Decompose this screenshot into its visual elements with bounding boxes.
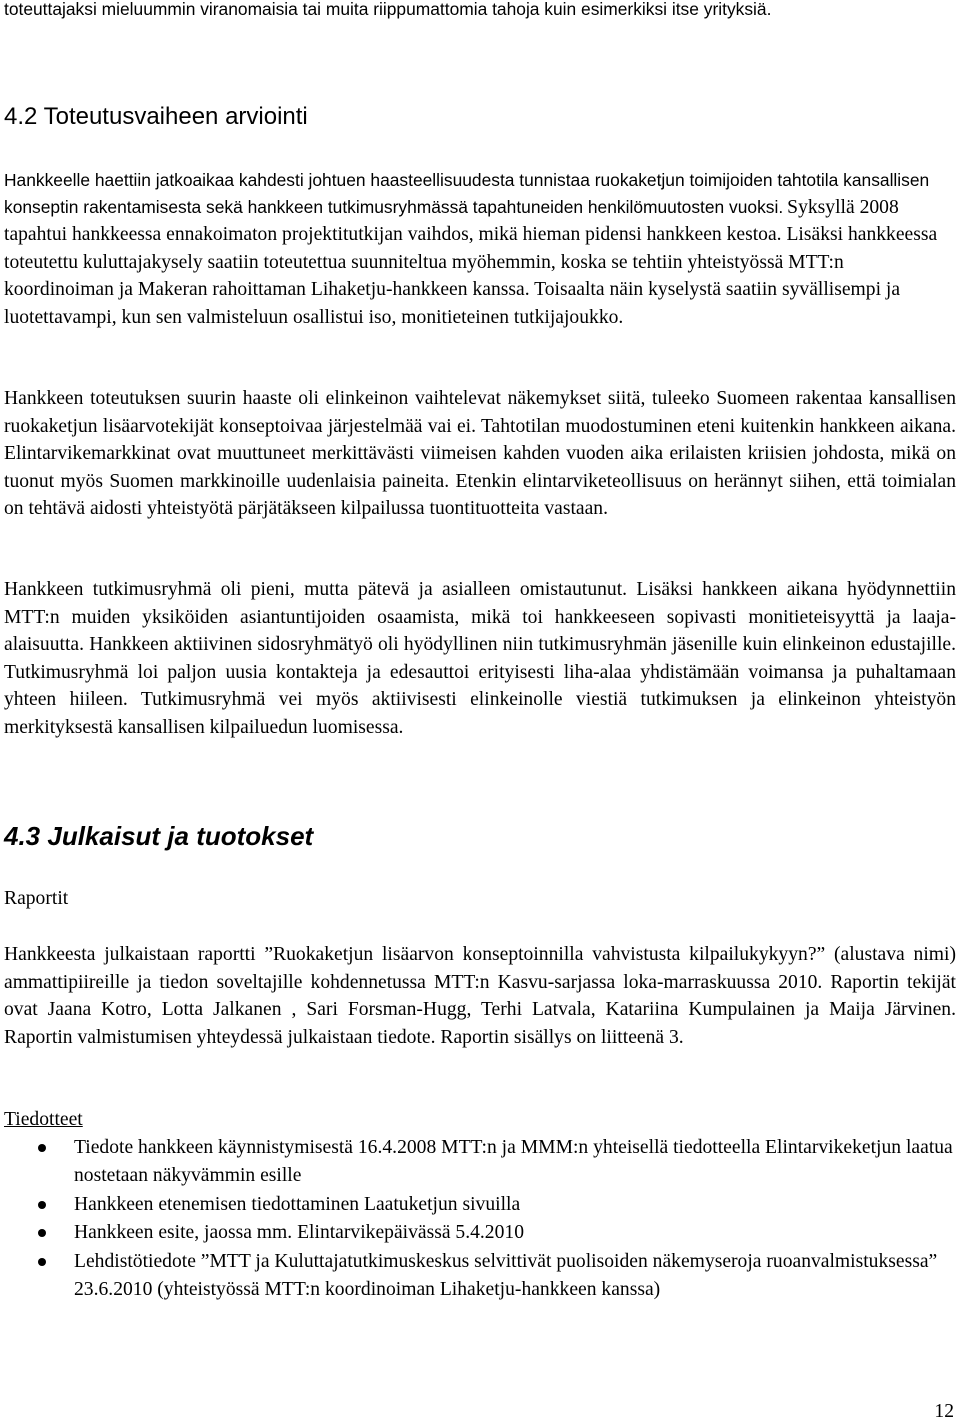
bullet-icon — [38, 1229, 46, 1237]
paragraph-main-challenge: Hankkeen toteutuksen suurin haaste oli elinkeinon vaihtelevat näkemykset siitä, tuleeko Suomeen rakentaa kansallisen ruokaketjun lisäarvotekijät konseptoivaa järjestelmää vai ei. Tahtotilan muodostuminen eteni kuitenkin hankkeen aikana. Elintarvikemarkkinat ovat muuttuneet merkittävästi viimeisen kahden vuoden aika erilaisten kriisien johdosta, mikä on tuonut myös Suomen markkinoille uudenlaisia paineita. Etenkin elintarviketeollisuus on herännyt siihen, että toimialan on tehtävä aidosti yhteistyötä pärjätäkseen kilpailussa tuontituotteita vastaan. — [4, 388, 956, 520]
list-item — [4, 1248, 956, 1305]
reports-label: Raportit — [4, 888, 69, 909]
list-item-text: Hankkeen etenemisen tiedottaminen Laatuketjun sivuilla — [74, 1193, 521, 1215]
list-item — [4, 1219, 956, 1247]
paragraph-research-group: Hankkeen tutkimusryhmä oli pieni, mutta pätevä ja asialleen omistautunut. Lisäksi hankkeen aikana hyödynnettiin MTT:n muiden yksiköiden asiantuntijoiden osaamista, mikä toi hankkeeseen sopivasti monitieteisyyttä ja laaja-alaisuutta. Hankkeen aktiivinen sidosryhmätyö oli hyödyllinen niin tutkimusryhmän jäsenille kuin elinkeinon edustajille. Tutkimusryhmä loi paljon uusia kontakteja ja edesauttoi erityisesti liha-alaa yhdistämään voimansa ja puhaltamaan yhteen hiileen. Tutkimusryhmä vei myös aktiivisesti elinkeinolle viestiä tutkimuksen ja elinkeinon yhteistyön merkityksestä kansallisen kilpailuedun luomisessa. — [4, 579, 956, 738]
intro-fragment: toteuttajaksi mieluummin viranomaisia tai muita riippumattomia tahoja kuin esimerkiksi itse yrityksiä. — [4, 0, 772, 19]
reports-paragraph: Hankkeesta julkaistaan raportti ”Ruokaketjun lisäarvon konseptoinnilla vahvistusta kilpailukykyyn?” (alustava nimi) ammattipiireille ja tiedon soveltajille kohdennetussa MTT:n Kasvu-sarjassa loka-marraskuussa 2010. Raportin tekijät ovat Jaana Kotro, Lotta Jalkanen , Sari Forsman-Hugg, Terhi Latvala, Katariina Kumpulainen ja Maija Järvinen. Raportin valmistumisen yhteydessä julkaistaan tiedote. Raportin sisällys on liitteenä 3. — [4, 944, 956, 1048]
list-item-text: Tiedote hankkeen käynnistymisestä 16.4.2008 MTT:n ja MMM:n yhteisellä tiedotteella Elintarvikeketjun laatua nostetaan näkyvämmin esille — [74, 1137, 953, 1187]
paragraph-serif-part: Syksyllä 2008 tapahtui hankkeessa ennakoimaton projektitutkijan vaihdos, mikä hieman pidensi hankkeen kestoa. Lisäksi hankkeessa toteutettu kuluttajakysely saatiin toteutettua suunniteltua myöhemmin, koska se tehtiin yhteistyössä MTT:n koordinoiman ja Makeran rahoittaman Lihaketju-hankkeen kanssa. Toisaalta näin kyselystä saatiin syvällisempi ja luotettavampi, kun sen valmisteluun osallistui iso, monitieteinen tutkijajoukko. — [4, 196, 938, 328]
paragraph-implementation-assessment — [4, 167, 956, 331]
bullet-icon — [38, 1144, 46, 1152]
paragraph-sans-part: Hankkeelle haettiin jatkoaikaa kahdesti johtuen haasteellisuudesta tunnistaa ruokaketjun toimijoiden tahtotila kansallisen konseptin rakentamisesta sekä hankkeen tutkimusryhmässä tapahtuneiden henkilömuutosten vuoksi. — [4, 170, 930, 217]
bullet-icon — [38, 1258, 46, 1266]
section-heading-4-2: 4.2 Toteutusvaiheen arviointi — [4, 103, 308, 130]
page-number: 12 — [934, 1401, 954, 1422]
list-item-text: Hankkeen esite, jaossa mm. Elintarvikepäivässä 5.4.2010 — [74, 1222, 524, 1244]
list-item — [4, 1134, 956, 1191]
section-heading-4-3: 4.3 Julkaisut ja tuotokset — [4, 821, 314, 851]
press-releases-label: Tiedotteet — [4, 1109, 83, 1130]
press-releases-list — [4, 1134, 956, 1304]
bullet-icon — [38, 1201, 46, 1209]
list-item — [4, 1191, 956, 1219]
list-item-text: Lehdistötiedote ”MTT ja Kuluttajatutkimuskeskus selvittivät puolisoiden näkemyseroja ruoanvalmistuksessa” 23.6.2010 (yhteistyössä MTT:n koordinoiman Lihaketju-hankkeen kanssa) — [74, 1250, 938, 1301]
